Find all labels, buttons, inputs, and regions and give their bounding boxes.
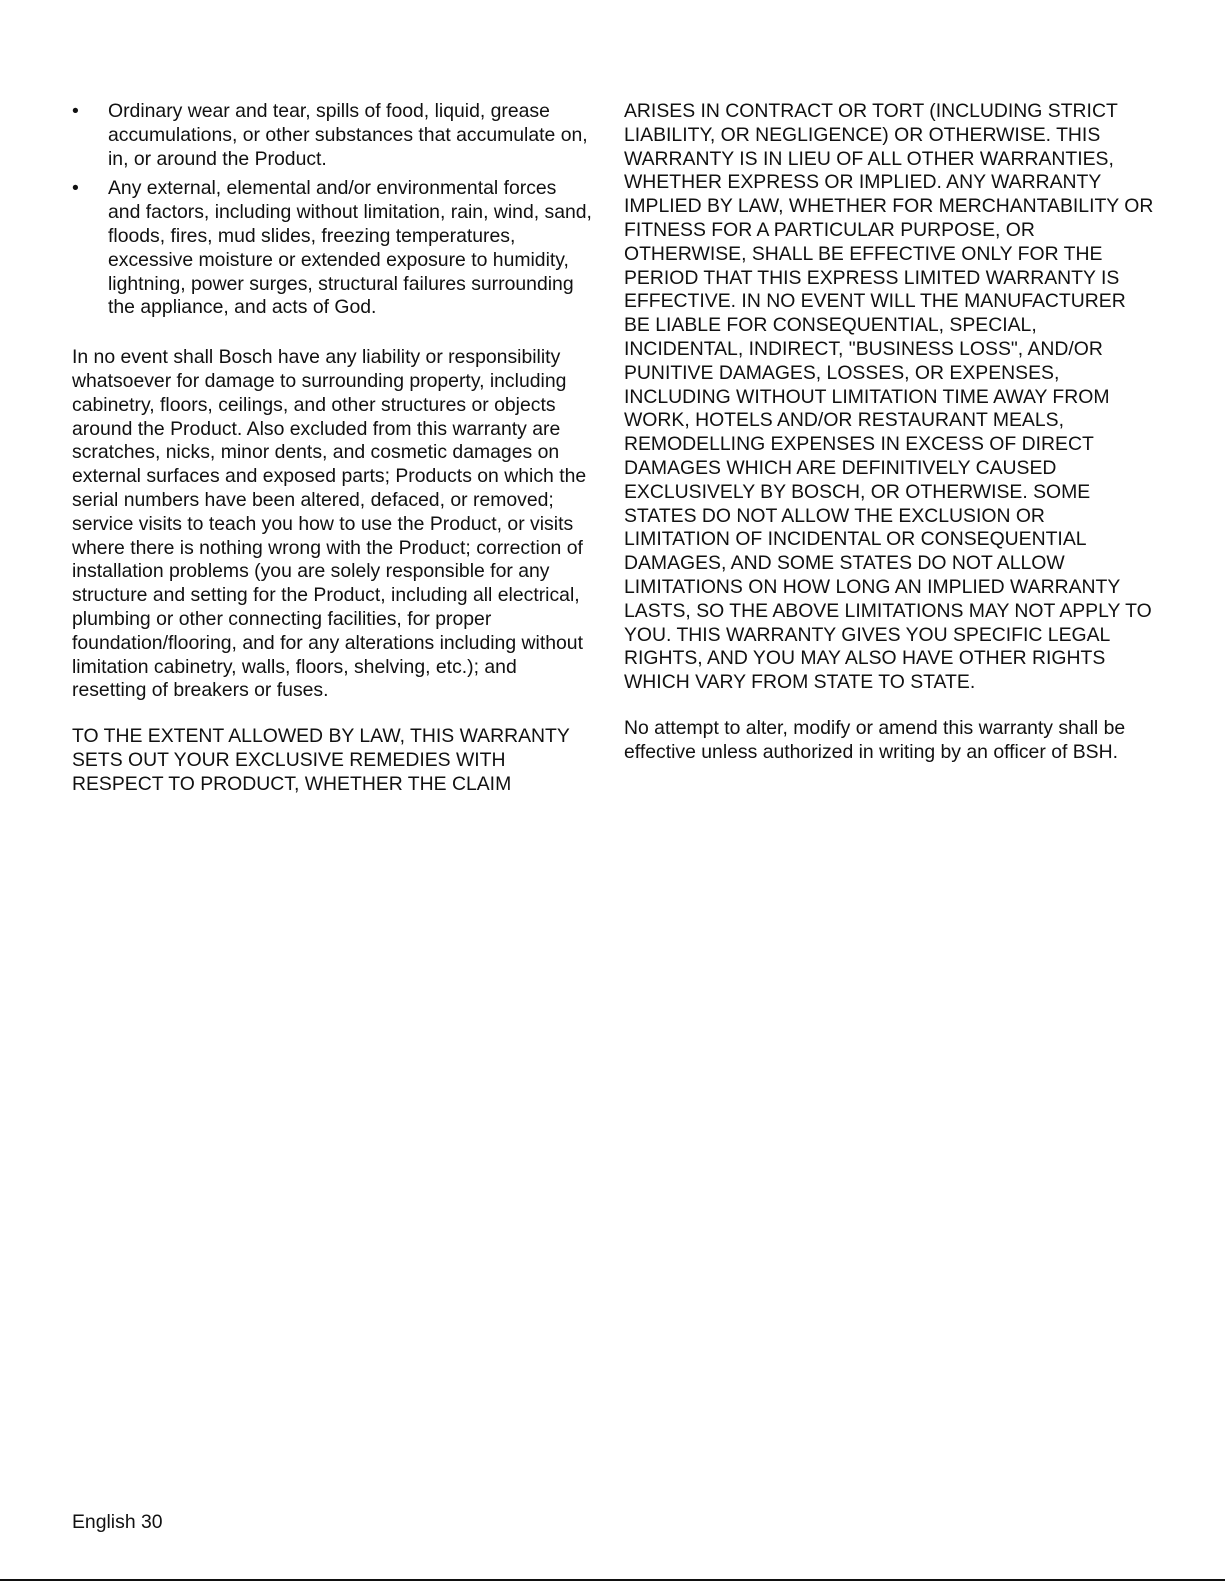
exclusions-list — [72, 100, 592, 320]
bottom-divider — [0, 1579, 1225, 1581]
bullet-icon: • — [72, 100, 79, 122]
list-item-text: Any external, elemental and/or environmental forces and factors, including without limitation, rain, wind, sand, floods, fires, mud slides, freezing temperatures, excessive moisture or extended exposure to humidity, lightning, power surges, structural failures surrounding the appliance, and acts of God. — [108, 177, 592, 319]
left-column — [72, 100, 592, 797]
amendment-paragraph: No attempt to alter, modify or amend this warranty shall be effective unless authorized in writing by an officer of BSH. — [624, 716, 1126, 763]
list-item — [72, 100, 592, 171]
warranty-disclaimer-paragraph: ARISES IN CONTRACT OR TORT (INCLUDING STRICT LIABILITY, OR NEGLIGENCE) OR OTHERWISE. THIS WARRANTY IS IN LIEU OF ALL OTHER WARRANTIES, WHETHER EXPRESS OR IMPLIED. ANY WARRANTY IMPLIED BY LAW, WHETHER FOR MERCHANTABILITY OR FITNESS FOR A PARTICULAR PURPOSE, OR OTHERWISE, SHALL BE EFFECTIVE ONLY FOR THE PERIOD THAT THIS EXPRESS LIMITED WARRANTY IS EFFECTIVE. IN NO EVENT WILL THE MANUFACTURER BE LIABLE FOR CONSEQUENTIAL, SPECIAL, INCIDENTAL, INDIRECT, "BUSINESS LOSS", AND/OR PUNITIVE DAMAGES, LOSSES, OR EXPENSES, INCLUDING WITHOUT LIMITATION TIME AWAY FROM WORK, HOTELS AND/OR RESTAURANT MEALS, REMODELLING EXPENSES IN EXCESS OF DIRECT DAMAGES WHICH ARE DEFINITIVELY CAUSED EXCLUSIVELY BY BOSCH, OR OTHERWISE. SOME STATES DO NOT ALLOW THE EXCLUSION OR LIMITATION OF INCIDENTAL OR CONSEQUENTIAL DAMAGES, AND SOME STATES DO NOT ALLOW LIMITATIONS ON HOW LONG AN IMPLIED WARRANTY LASTS, SO THE ABOVE LIMITATIONS MAY NOT APPLY TO YOU. THIS WARRANTY GIVES YOU SPECIFIC LEGAL RIGHTS, AND YOU MAY ALSO HAVE OTHER RIGHTS WHICH VARY FROM STATE TO STATE. — [624, 100, 1154, 694]
liability-paragraph: In no event shall Bosch have any liability or responsibility whatsoever for damage to surrounding property, including cabinetry, floors, ceilings, and other structures or objects around the Product. Also excluded from this warranty are scratches, nicks, minor dents, and cosmetic damages on external surfaces and exposed parts; Products on which the serial numbers have been altered, defaced, or removed; service visits to teach you how to use the Product, or visits where there is nothing wrong with the Product; correction of installation problems (you are solely responsible for any structure and setting for the Product, including all electrical, plumbing or other connecting facilities, for proper foundation/flooring, and for any alterations including without limitation cabinetry, walls, floors, shelving, etc.); and resetting of breakers or fuses. — [72, 346, 587, 702]
bullet-icon: • — [72, 177, 79, 200]
list-item — [72, 177, 592, 320]
right-column — [624, 100, 1154, 765]
list-item-text: Ordinary wear and tear, spills of food, liquid, grease accumulations, or other substances that accumulate on, in, or around the Product. — [108, 100, 588, 170]
page-number: English 30 — [72, 1511, 163, 1533]
exclusive-remedies-paragraph: TO THE EXTENT ALLOWED BY LAW, THIS WARRANTY SETS OUT YOUR EXCLUSIVE REMEDIES WITH RESPECT TO PRODUCT, WHETHER THE CLAIM — [72, 725, 570, 795]
